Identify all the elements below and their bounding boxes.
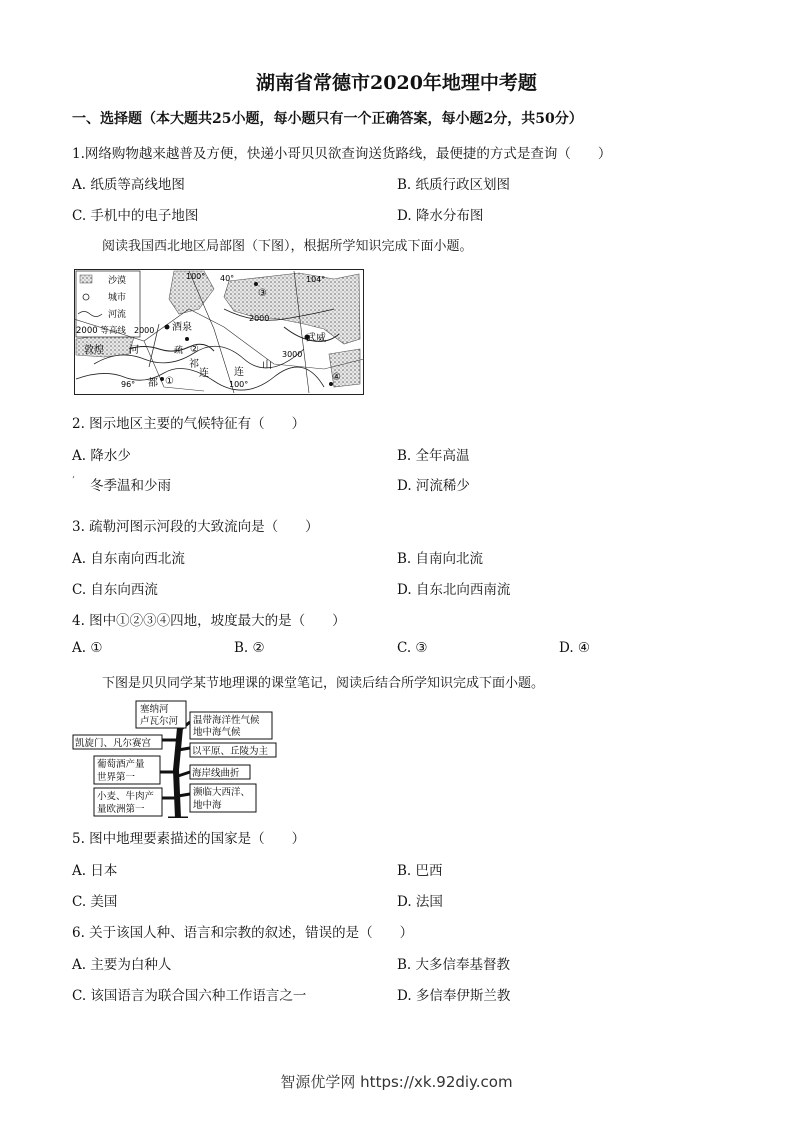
map-label-place-2: ②: [190, 344, 199, 355]
note-climate-line2: 地中海气候: [193, 727, 241, 738]
question-3-option-b: B. 自南向北流: [397, 551, 484, 567]
notes-intro: 下图是贝贝同学某节地理课的课堂笔记，阅读后结合所学知识完成下面小题。: [102, 676, 545, 691]
question-2-option-d: D. 河流稀少: [397, 478, 470, 494]
note-rivers-line1: 塞纳河: [140, 704, 169, 715]
question-2-option-b: B. 全年高温: [397, 448, 470, 464]
map-label-qi: 祁: [189, 359, 199, 370]
question-4-option-c: C. ③: [397, 640, 428, 656]
legend-contour-label: 2000 等高线: [76, 326, 126, 336]
tree-branch: [178, 748, 190, 750]
place-2-dot: [185, 337, 189, 341]
question-1-option-c: C. 手机中的电子地图: [72, 208, 199, 224]
note-rivers-line2: 卢瓦尔河: [140, 716, 179, 727]
section-heading: 一、选择题（本大题共25小题，每小题只有一个正确答案，每小题2分，共50分）: [72, 111, 583, 127]
map-label-lian-1: 连: [199, 368, 209, 379]
note-wine-line2: 世界第一: [97, 772, 136, 783]
map-label-river-he: 河: [129, 345, 139, 356]
note-wine-line1: 葡萄酒产量: [97, 759, 145, 770]
tree-branch: [178, 772, 190, 776]
map-label-jiuquan: 酒泉: [172, 322, 192, 333]
map-label-place-4: ④: [332, 372, 341, 383]
question-4-option-b: B. ②: [234, 640, 265, 656]
question-4-stem: 4. 图中①②③④四地，坡度最大的是（ ）: [72, 613, 346, 629]
map-label-lon40: 40°: [220, 274, 235, 283]
map-label-2000-b: 2000: [249, 314, 270, 323]
question-5-option-d: D. 法国: [397, 894, 443, 910]
question-6-option-c: C. 该国语言为联合国六种工作语言之一: [72, 988, 307, 1004]
map-label-dun-small: 都: [148, 378, 158, 389]
question-5-option-b: B. 巴西: [397, 863, 443, 879]
question-3-option-c: C. 自东向西流: [72, 582, 158, 598]
legend-city-label: 城市: [108, 293, 127, 303]
note-climate-line1: 温带海洋性气候: [193, 715, 260, 726]
note-wheat-line2: 量欧洲第一: [97, 804, 145, 815]
note-seas-line1: 濒临大西洋、: [193, 787, 251, 798]
map-intro: 阅读我国西北地区局部图（下图），根据所学知识完成下面小题。: [102, 239, 473, 254]
place-3-dot: [254, 282, 258, 286]
note-coast: 海岸线曲折: [192, 768, 240, 779]
map-label-place-1: ①: [165, 376, 174, 387]
question-4-option-d: D. ④: [559, 640, 591, 656]
question-1-option-a: A. 纸质等高线地图: [72, 177, 185, 193]
city-jiuquan-dot: [165, 325, 170, 330]
question-3-option-a: A. 自东南向西北流: [72, 551, 185, 567]
question-6-option-a: A. 主要为白种人: [72, 957, 172, 973]
tree-branch: [178, 794, 190, 796]
northwest-map: [74, 269, 364, 395]
note-landmarks: 凯旋门、凡尔赛宫: [75, 738, 152, 749]
question-4-option-a: A. ①: [72, 640, 103, 656]
map-label-dunhuang: 敦煌: [84, 345, 104, 356]
question-6-option-d: D. 多信奉伊斯兰教: [397, 988, 511, 1004]
map-label-lian-2: 连: [234, 367, 244, 378]
question-3-stem: 3. 疏勒河图示河段的大致流向是（ ）: [72, 519, 319, 535]
question-6-stem: 6. 关于该国人种、语言和宗教的叙述，错误的是（ ）: [72, 925, 414, 941]
place-1-dot: [160, 377, 164, 381]
question-3-option-d: D. 自东北向西南流: [397, 582, 511, 598]
question-1-option-d: D. 降水分布图: [397, 208, 484, 224]
question-6-option-b: B. 大多信奉基督教: [397, 957, 511, 973]
question-1-option-b: B. 纸质行政区划图: [397, 177, 511, 193]
map-label-shan: 山: [262, 360, 272, 371]
legend-river-label: 河流: [108, 310, 127, 320]
page-title: 湖南省常德市2020年地理中考题: [256, 72, 537, 94]
question-2-option-a: A. 降水少: [72, 448, 131, 464]
map-label-2000-a: 2000: [134, 326, 155, 335]
question-5-stem: 5. 图中地理要素描述的国家是（ ）: [72, 831, 306, 847]
legend-desert-swatch: [80, 275, 92, 283]
legend-desert-label: 沙漠: [108, 276, 127, 286]
question-5-option-a: A. 日本: [72, 863, 118, 879]
question-1-stem: 1.网络购物越来越普及方便，快递小哥贝贝欲查询送货路线，最便捷的方式是查询（ ）: [72, 146, 612, 162]
map-label-lon104: 104°: [306, 275, 326, 284]
map-label-lon96: 96°: [121, 380, 136, 389]
map-label-3000: 3000: [282, 350, 303, 359]
map-label-shu: 疏: [174, 346, 184, 356]
class-notes-tree: [72, 700, 282, 818]
note-wheat-line1: 小麦、牛肉产: [97, 791, 155, 802]
question-2-stem: 2. 图示地区主要的气候特征有（ ）: [72, 416, 306, 432]
note-terrain: 以平原、丘陵为主: [192, 746, 269, 757]
question-2-option-c: 冬季温和少雨: [90, 478, 171, 494]
map-label-wuwei: 武威: [306, 333, 326, 344]
map-label-lon100-top: 100°: [186, 272, 206, 281]
stray-mark: ’: [72, 476, 75, 486]
tree-trunk: [176, 728, 180, 818]
footer-watermark[interactable]: 智源优学网 https://xk.92diy.com: [280, 1073, 513, 1091]
map-label-place-3: ③: [258, 288, 267, 299]
note-seas-line2: 地中海: [193, 800, 222, 811]
map-label-lon100-bottom: 100°: [229, 380, 249, 389]
question-5-option-c: C. 美国: [72, 894, 118, 910]
